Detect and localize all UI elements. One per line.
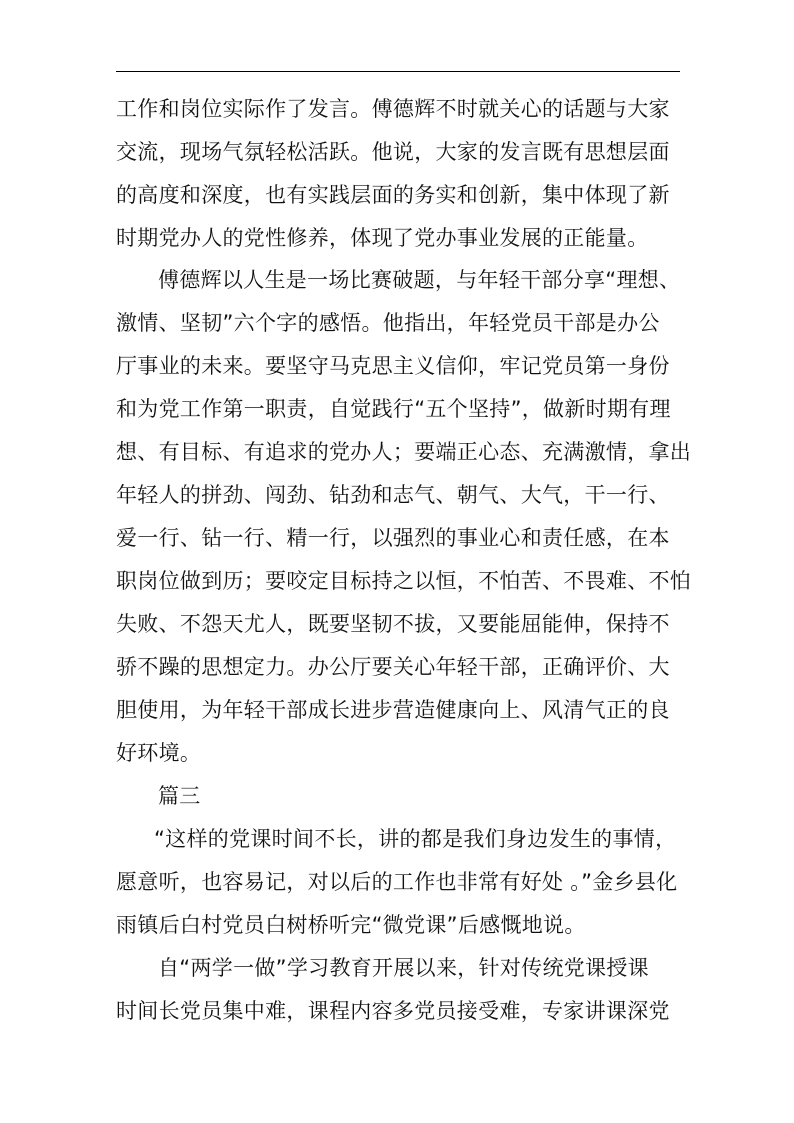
text-line: 傅德辉以人生是一场比赛破题，与年轻干部分享“理想、 (158, 268, 681, 292)
text-line: 失败、不怨天尤人，既要坚韧不拔，又要能屈能伸，保持不 (116, 612, 670, 636)
text-line: 和为党工作第一职责，自觉践行“五个坚持”，做新时期有理 (116, 397, 671, 421)
header-rule (116, 71, 680, 72)
text-line: 激情、坚韧”六个字的感悟。他指出，年轻党员干部是办公 (116, 311, 660, 335)
text-line: 年轻人的拼劲、闯劲、钻劲和志气、朝气、大气，干一行、 (116, 483, 670, 507)
text-line: 职岗位做到历；要咬定目标持之以恒，不怕苦、不畏难、不怕 (116, 569, 692, 593)
text-line: 爱一行、钻一行、精一行，以强烈的事业心和责任感，在本 (116, 526, 670, 550)
text-line: 时期党办人的党性修养，体现了党办事业发展的正能量。 (116, 226, 649, 250)
text-line: 想、有目标、有追求的党办人；要端正心态、充满激情，拿出 (116, 440, 692, 464)
text-line: 胆使用，为年轻干部成长进步营造健康向上、风清气正的良 (116, 698, 670, 722)
text-line: 厅事业的未来。要坚守马克思主义信仰，牢记党员第一身份 (116, 354, 670, 378)
text-line: 交流，现场气氛轻松活跃。他说，大家的发言既有思想层面 (116, 140, 670, 164)
text-line: 自“两学一做”学习教育开展以来，针对传统党课授课 (158, 956, 649, 980)
text-line: 愿意听，也容易记，对以后的工作也非常有好处 。”金乡县化 (116, 870, 678, 894)
section-heading: 篇三 (158, 784, 201, 808)
text-line: 时间长党员集中难，课程内容多党员接受难，专家讲课深党 (116, 999, 670, 1023)
text-line: 骄不躁的思想定力。办公厅要关心年轻干部，正确评价、大 (116, 655, 670, 679)
text-line: 好环境。 (116, 741, 202, 765)
text-line: 工作和岗位实际作了发言。傅德辉不时就关心的话题与大家 (116, 97, 670, 121)
text-line: 的高度和深度，也有实践层面的务实和创新，集中体现了新 (116, 183, 670, 207)
text-line: 雨镇后白村党员白树桥听完“微党课”后感慨地说。 (116, 913, 586, 937)
text-line: “这样的党课时间不长，讲的都是我们身边发生的事情， (154, 827, 677, 851)
